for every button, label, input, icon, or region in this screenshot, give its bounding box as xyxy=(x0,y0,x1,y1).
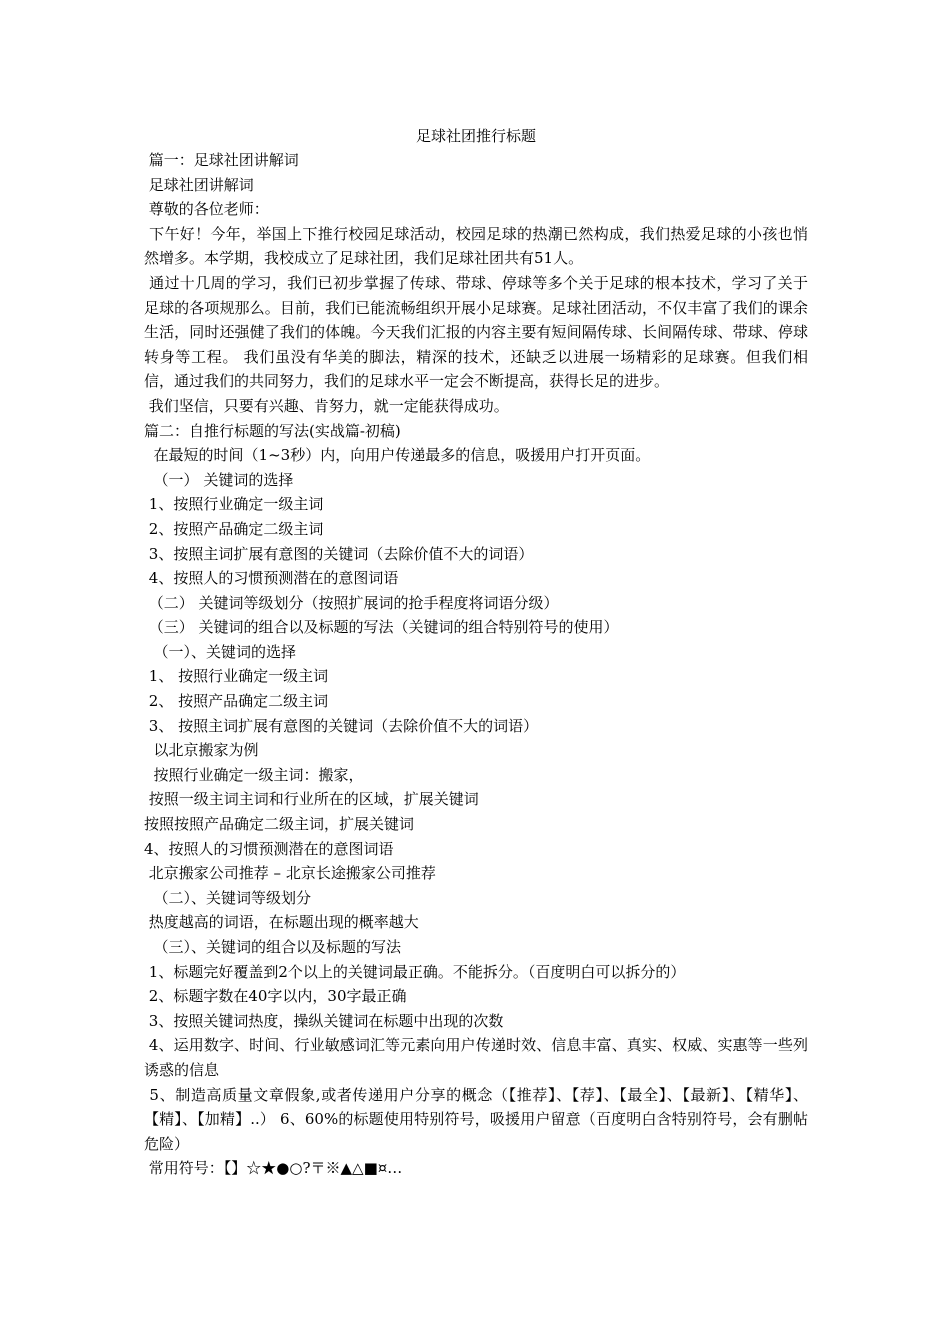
paragraph: 2、 按照产品确定二级主词 xyxy=(144,692,329,711)
paragraph: 通过十几周的学习，我们已初步掌握了传球、带球、停球等多个关于足球的根本技术，学习了关于足球的各项规那么。目前，我们已能流畅组织开展小足球赛。足球社团活动，不仅丰富了我们的课余生活，同时还强健了我们的体魄。今天我们汇报的内容主要有短间隔传球、长间隔传球、带球、停球转身等工程。 我们虽没有华美的脚法，精深的技术，还缺乏以进展一场精彩的足球赛。但我们相信，通过我们的共同努力，我们的足球水平一定会不断提高，获得长足的进步。 xyxy=(144,273,808,391)
paragraph: 热度越高的词语，在标题出现的概率越大 xyxy=(144,913,419,932)
paragraph: 按照一级主词主词和行业所在的区域，扩展关键词 xyxy=(144,790,479,809)
paragraph: 下午好！今年，举国上下推行校园足球活动，校园足球的热潮已然构成，我们热爱足球的小孩也悄然增多。本学期，我校成立了足球社团，我们足球社团共有51人。 xyxy=(144,224,808,268)
paragraph: （三） 关键词的组合以及标题的写法（关键词的组合特别符号的使用） xyxy=(144,618,619,637)
paragraph: （二） 关键词等级划分（按照扩展词的抢手程度将词语分级） xyxy=(144,593,559,612)
paragraph: 4、按照人的习惯预测潜在的意图词语 xyxy=(144,839,394,858)
document-title: 足球社团推行标题 xyxy=(415,127,536,145)
paragraph: 篇二：自推行标题的写法(实战篇-初稿) xyxy=(144,421,401,440)
paragraph: 按照行业确定一级主词：搬家， xyxy=(144,765,364,784)
paragraph: 尊敬的各位老师： xyxy=(144,200,269,219)
document-page xyxy=(144,124,808,1181)
paragraph: 3、按照关键词热度，操纵关键词在标题中出现的次数 xyxy=(144,1011,504,1030)
paragraph: 2、按照产品确定二级主词 xyxy=(144,519,324,538)
paragraph: 北京搬家公司推荐 – 北京长途搬家公司推荐 xyxy=(144,864,436,883)
document-body xyxy=(144,148,808,1181)
paragraph: （一） 关键词的选择 xyxy=(144,470,294,489)
paragraph: 1、按照行业确定一级主词 xyxy=(144,495,324,514)
paragraph: 按照按照产品确定二级主词，扩展关键词 xyxy=(144,815,415,834)
paragraph: （二）、关键词等级划分 xyxy=(144,888,312,907)
paragraph: 4、运用数字、时间、行业敏感词汇等元素向用户传递时效、信息丰富、真实、权威、实惠等一些列诱惑的信息 xyxy=(144,1036,808,1079)
paragraph: 篇一：足球社团讲解词 xyxy=(144,151,299,169)
paragraph: 1、标题完好覆盖到2个以上的关键词最正确。不能拆分。（百度明白可以拆分的） xyxy=(144,962,686,981)
paragraph: 足球社团讲解词 xyxy=(144,175,254,194)
paragraph: 4、按照人的习惯预测潜在的意图词语 xyxy=(144,569,399,588)
paragraph: 2、标题字数在40字以内，30字最正确 xyxy=(144,987,407,1006)
paragraph: 5、制造高质量文章假象,或者传递用户分享的概念（【推荐】、【荐】、【最全】、【最新】、【精华】、【精】、【加精】..） 6、60%的标题使用特别符号，吸援用户留意（百度明白含特别符号，会有删帖危险） xyxy=(144,1085,808,1153)
paragraph: 1、 按照行业确定一级主词 xyxy=(144,667,329,686)
paragraph: 我们坚信，只要有兴趣、肯努力，就一定能获得成功。 xyxy=(144,396,509,415)
paragraph: 在最短的时间（1~3秒）内，向用户传递最多的信息，吸援用户打开页面。 xyxy=(144,446,651,465)
paragraph: 3、按照主词扩展有意图的关键词（去除价值不大的词语） xyxy=(144,544,534,563)
paragraph: 3、 按照主词扩展有意图的关键词（去除价值不大的词语） xyxy=(144,716,539,735)
paragraph: 以北京搬家为例 xyxy=(144,741,259,760)
paragraph: 常用符号：【】☆★●○?〒※▲△■¤… xyxy=(144,1159,403,1178)
paragraph: （三）、关键词的组合以及标题的写法 xyxy=(144,938,402,956)
paragraph: （一）、关键词的选择 xyxy=(144,642,297,661)
